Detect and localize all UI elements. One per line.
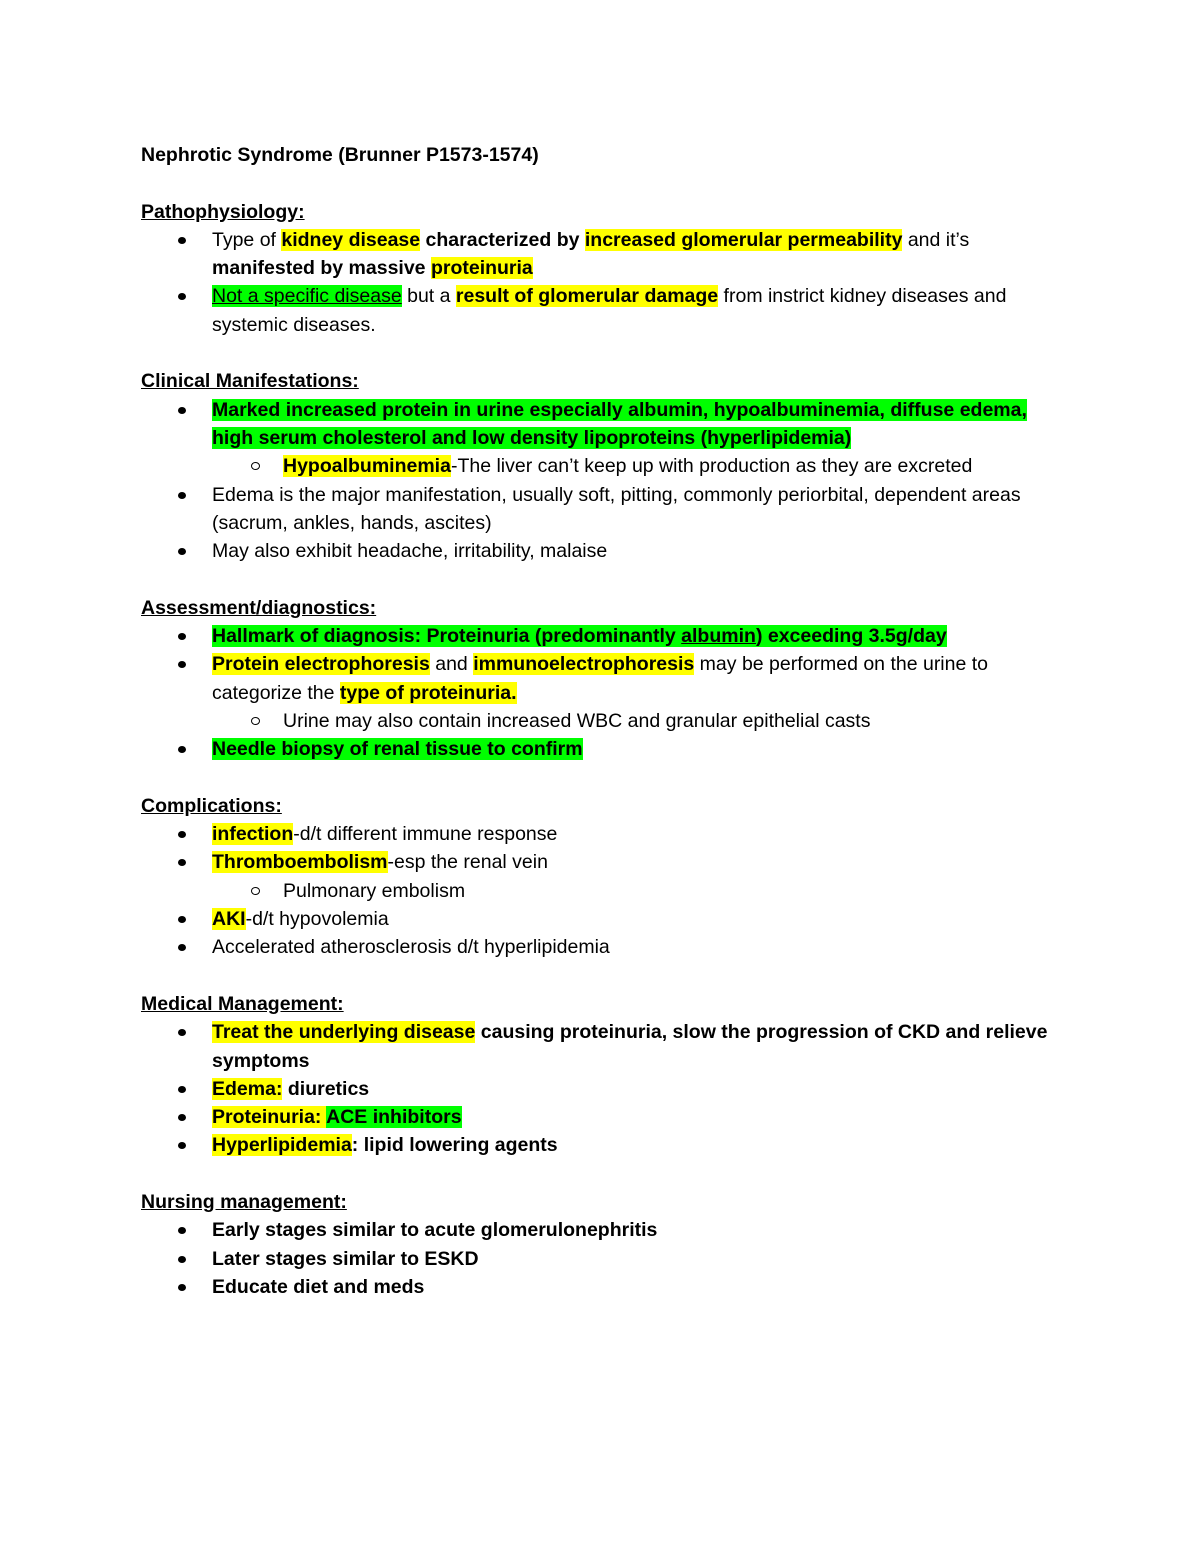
sub-list-item: Pulmonary embolism bbox=[212, 877, 1061, 905]
bullet-icon bbox=[178, 1227, 186, 1234]
list-item: Hyperlipidemia: lipid lowering agents bbox=[141, 1131, 1061, 1159]
bullet-icon bbox=[178, 1284, 186, 1291]
list-item: Educate diet and meds bbox=[141, 1273, 1061, 1301]
section-heading: Nursing management: bbox=[141, 1190, 347, 1213]
bullet-icon bbox=[178, 548, 186, 555]
bullet-icon bbox=[178, 859, 186, 866]
spacer bbox=[141, 169, 1061, 197]
bullet-icon bbox=[178, 633, 186, 640]
list-item: Accelerated atherosclerosis d/t hyperlipidemia bbox=[141, 933, 1061, 961]
bullet-icon bbox=[178, 492, 186, 499]
bullet-icon bbox=[178, 661, 186, 668]
bullet-icon bbox=[178, 944, 186, 951]
bullet-icon bbox=[178, 1256, 186, 1263]
list-item: Needle biopsy of renal tissue to confirm bbox=[141, 735, 1061, 763]
bullet-icon bbox=[178, 1114, 186, 1121]
hollow-bullet-icon bbox=[251, 717, 260, 725]
bullet-icon bbox=[178, 916, 186, 923]
section-medical-management bbox=[141, 990, 1061, 1160]
section-clinical-manifestations bbox=[141, 367, 1061, 565]
list-item: Later stages similar to ESKD bbox=[141, 1245, 1061, 1273]
spacer bbox=[141, 764, 1061, 792]
bullet-icon bbox=[178, 407, 186, 414]
section-heading: Complications: bbox=[141, 794, 282, 817]
list-item: Edema is the major manifestation, usually soft, pitting, commonly periorbital, dependent areas (sacrum, ankles, hands, ascites) bbox=[141, 481, 1061, 538]
list-item: Treat the underlying disease causing proteinuria, slow the progression of CKD and relieve symptoms bbox=[141, 1018, 1061, 1075]
bullet-icon bbox=[178, 1029, 186, 1036]
list-item: Protein electrophoresis and immunoelectrophoresis may be performed on the urine to categorize the type of proteinuria. Urine may also contain increased WBC and granular epithelial casts bbox=[141, 650, 1061, 735]
bullet-icon bbox=[178, 831, 186, 838]
bullet-icon bbox=[178, 1086, 186, 1093]
spacer bbox=[141, 962, 1061, 990]
document-title: Nephrotic Syndrome (Brunner P1573-1574) bbox=[141, 144, 539, 166]
spacer bbox=[141, 565, 1061, 593]
bullet-icon bbox=[178, 1142, 186, 1149]
sub-list-item: Urine may also contain increased WBC and granular epithelial casts bbox=[212, 707, 1061, 735]
list-item: Not a specific disease but a result of glomerular damage from instrict kidney diseases and systemic diseases. bbox=[141, 282, 1061, 339]
section-heading: Clinical Manifestations: bbox=[141, 370, 359, 393]
list-item: May also exhibit headache, irritability, malaise bbox=[141, 537, 1061, 565]
hollow-bullet-icon bbox=[251, 887, 260, 895]
section-heading: Medical Management: bbox=[141, 992, 344, 1015]
list-item: Proteinuria: ACE inhibitors bbox=[141, 1103, 1061, 1131]
bullet-icon bbox=[178, 237, 186, 244]
list-item: Marked increased protein in urine especially albumin, hypoalbuminemia, diffuse edema, high serum cholesterol and low density lipoproteins (hyperlipidemia) Hypoalbuminemia-The liver can’t keep up with production as they are excreted bbox=[141, 396, 1061, 481]
list-item: infection-d/t different immune response bbox=[141, 820, 1061, 848]
list-item: Hallmark of diagnosis: Proteinuria (predominantly albumin) exceeding 3.5g/day bbox=[141, 622, 1061, 650]
list-item: Early stages similar to acute glomerulonephritis bbox=[141, 1216, 1061, 1244]
bullet-icon bbox=[178, 746, 186, 753]
bullet-icon bbox=[178, 293, 186, 300]
section-heading: Assessment/diagnostics: bbox=[141, 596, 377, 619]
section-heading: Pathophysiology: bbox=[141, 200, 305, 223]
hollow-bullet-icon bbox=[251, 462, 260, 470]
list-item: Thromboembolism-esp the renal vein Pulmonary embolism bbox=[141, 848, 1061, 905]
section-pathophysiology bbox=[141, 198, 1061, 339]
list-item: AKI-d/t hypovolemia bbox=[141, 905, 1061, 933]
spacer bbox=[141, 339, 1061, 367]
sub-list-item: Hypoalbuminemia-The liver can’t keep up with production as they are excreted bbox=[212, 452, 1061, 480]
section-assessment-diagnostics bbox=[141, 594, 1061, 764]
list-item: Type of kidney disease characterized by increased glomerular permeability and it’s manifested by massive proteinuria bbox=[141, 226, 1061, 283]
list-item: Edema: diuretics bbox=[141, 1075, 1061, 1103]
spacer bbox=[141, 1160, 1061, 1188]
section-nursing-management bbox=[141, 1188, 1061, 1301]
document-body bbox=[141, 141, 1061, 1301]
section-complications bbox=[141, 792, 1061, 962]
